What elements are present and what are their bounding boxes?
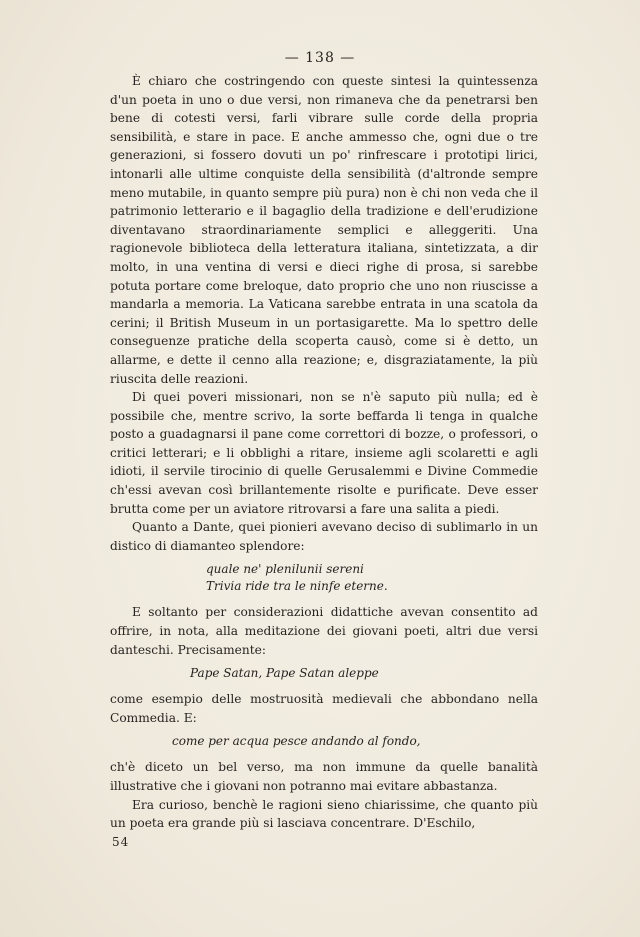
printer-signature: 54: [112, 835, 130, 849]
paragraph: E soltanto per considerazioni didattiche avevan consentito ad offrire, in nota, alla meditazione dei giovani poeti, altri due versi danteschi. Precisamente:: [110, 605, 538, 657]
verse-line: Trivia ride tra le ninfe eterne.: [206, 579, 388, 594]
verse-quote: [110, 561, 538, 595]
paragraph: come esempio delle mostruosità medievali che abbondano nella Commedia. E:: [110, 692, 538, 725]
verse-quote: [110, 733, 538, 750]
verse-line: Pape Satan, Pape Satan aleppe: [190, 666, 379, 681]
verse-line: come per acqua pesce andando al fondo,: [172, 734, 421, 749]
page-number: — 138 —: [284, 50, 356, 66]
paragraph: Quanto a Dante, quei pionieri avevano deciso di sublimarlo in un distico di diamanteo splendore:: [110, 520, 538, 553]
paragraph: Era curioso, benchè le ragioni sieno chiarissime, che quanto più un poeta era grande più si lasciava concentrare. D'Eschilo,: [110, 797, 538, 831]
verse-line: quale ne' plenilunii sereni: [206, 562, 364, 577]
body-text: [110, 72, 538, 833]
paragraph: È chiaro che costringendo con queste sintesi la quintessenza d'un poeta in uno o due versi, non rimaneva che da penetrarsi ben bene di cotesti versi, farli vibrare sulle corde della propria sensibilità, e stare in pace. E anche ammesso che, ogni due o tre generazioni, si fossero dovuti un po' rinfrescare i prototipi lirici, intonarli alle ultime conquiste della sensibilità (d'altronde sempre meno mutabile, in quanto sempre più pura) non è chi non veda che il patrimonio letterario e il bagaglio della tradizione e dell'erudizione diventavano straordinariamente semplici e alleggeriti. Una ragionevole biblioteca della letteratura italiana, sintetizzata, a dir molto, in una ventina di versi e dieci righe di prosa, si sarebbe potuta portare come breloque, dato proprio che uno non riuscisse a mandarla a memoria. La Vaticana sarebbe entrata in una scatola da cerini; il British Museum in un portasigarette. Ma lo spettro delle conseguenze pratiche della scoperta causò, come si è detto, un allarme, e dette il cenno alla reazione; e, disgraziatamente, la più riuscita delle reazioni.: [110, 74, 538, 386]
paragraph: Di quei poveri missionari, non se n'è saputo più nulla; ed è possibile che, mentre scrivo, la sorte beffarda li tenga in qualche posto a guadagnarsi il pane come correttori di bozze, o professori, o critici letterari; e li obblighi a ritare, insieme agli scolaretti e agli idioti, il servile tirocinio di quelle Gerusalemmi e Divine Commedie ch'essi avevan così brillantemente risolte e purificate. Deve esser brutta come per un aviatore ritrovarsi a fare una salita a piedi.: [110, 390, 538, 516]
paragraph: ch'è diceto un bel verso, ma non immune da quelle banalità illustrative che i giovani non potranno mai evitare abbastanza.: [110, 760, 538, 793]
verse-quote: [110, 665, 538, 682]
